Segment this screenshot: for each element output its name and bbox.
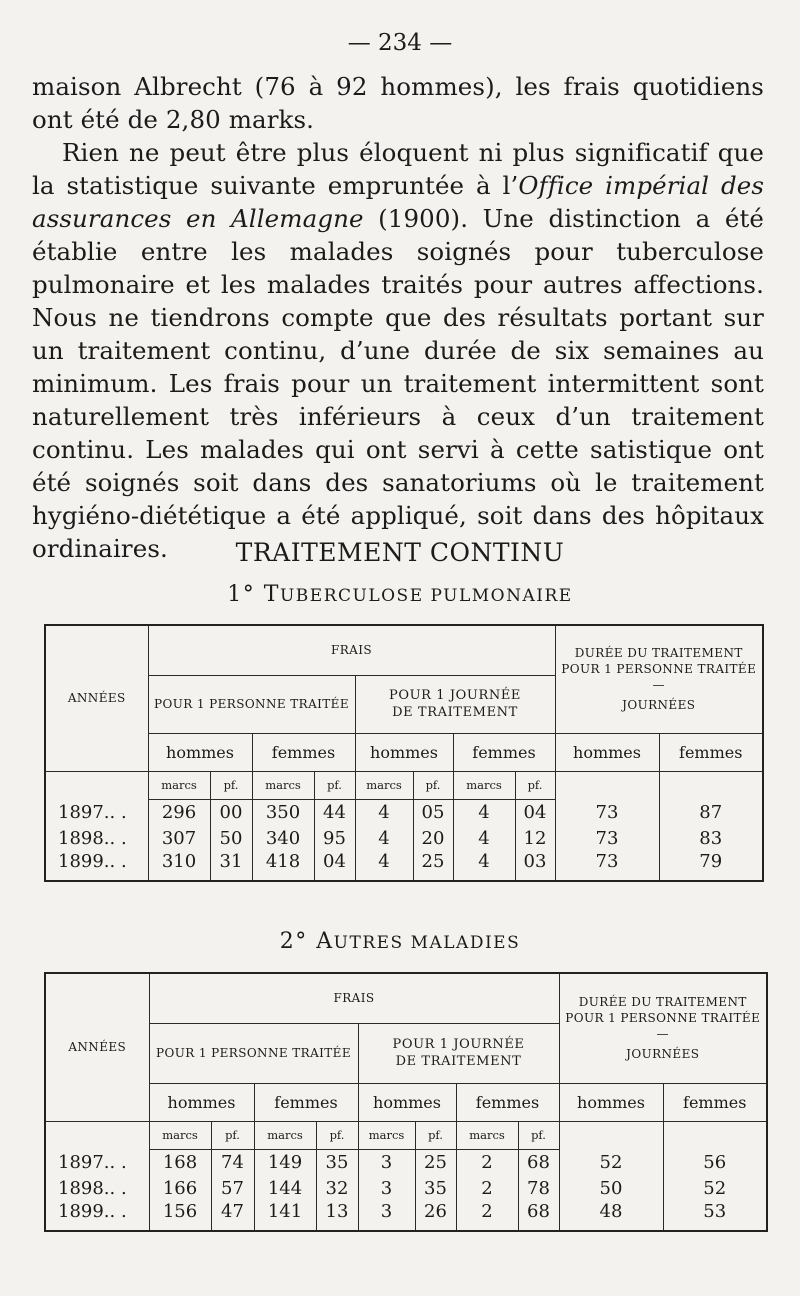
table-2-title-rest: UTRES MALADIES bbox=[333, 933, 521, 953]
year-cell: 1898.. . bbox=[45, 1175, 149, 1201]
header-duree-dash: — bbox=[656, 1027, 669, 1042]
header-femmes: femmes bbox=[659, 733, 763, 771]
value-cell: 32 bbox=[316, 1175, 358, 1201]
value-cell: 2 bbox=[456, 1201, 518, 1231]
value-cell: 35 bbox=[316, 1149, 358, 1175]
table-1-title-rest: UBERCULOSE PULMONAIRE bbox=[279, 586, 573, 606]
value-cell: 13 bbox=[316, 1201, 358, 1231]
table-1-title-first: T bbox=[263, 582, 280, 607]
header-pour-journee-line-1: POUR 1 JOURNÉE bbox=[392, 1037, 525, 1052]
value-cell: 00 bbox=[210, 799, 252, 825]
value-cell: 50 bbox=[210, 825, 252, 851]
header-duree-dash: — bbox=[652, 678, 665, 693]
value-cell: 166 bbox=[149, 1175, 211, 1201]
paragraph-2-part-2: (1900). Une distinction a été établie entre les malades soignés pour tuberculose pulmonaire et les malades traités pour autres affections. Nous ne tiendrons compte que des résultats portant sur un traitement continu, d’une durée de six semaines au minimum. Les frais pour un traitement intermittent sont naturellement très inférieurs à ceux d’un traitement continu. Les malades qui ont servi à cette satistique ont été soignés soit dans des sanatoriums où le traitement hygiéno-diététique a été appliqué, soit dans des hôpitaux ordinaires. bbox=[32, 204, 764, 563]
header-duree-line-2: POUR 1 PERSONNE TRAITÉE bbox=[561, 662, 757, 677]
value-cell: 168 bbox=[149, 1149, 211, 1175]
value-cell: 56 bbox=[663, 1149, 767, 1175]
header-pour-journee-line-2: DE TRAITEMENT bbox=[395, 1054, 522, 1069]
value-cell: 296 bbox=[148, 799, 210, 825]
unit-pf: pf. bbox=[211, 1121, 254, 1149]
value-cell: 31 bbox=[210, 851, 252, 881]
header-journees: JOURNÉES bbox=[626, 1047, 700, 1062]
value-cell: 3 bbox=[358, 1175, 415, 1201]
value-cell: 4 bbox=[355, 799, 413, 825]
value-cell: 26 bbox=[415, 1201, 456, 1231]
value-cell: 83 bbox=[659, 825, 763, 851]
unit-marcs: marcs bbox=[252, 771, 314, 799]
value-cell: 53 bbox=[663, 1201, 767, 1231]
section-title: TRAITEMENT CONTINU bbox=[235, 538, 565, 567]
header-annees: ANNÉES bbox=[45, 973, 149, 1121]
table-2-title bbox=[0, 929, 800, 954]
value-cell: 4 bbox=[355, 825, 413, 851]
header-femmes: femmes bbox=[252, 733, 355, 771]
value-cell: 68 bbox=[518, 1201, 559, 1231]
header-femmes: femmes bbox=[663, 1083, 767, 1121]
value-cell: 2 bbox=[456, 1149, 518, 1175]
header-femmes: femmes bbox=[254, 1083, 358, 1121]
header-pour-personne: POUR 1 PERSONNE TRAITÉE bbox=[149, 1023, 358, 1083]
value-cell: 48 bbox=[559, 1201, 663, 1231]
table-1-number: 1° bbox=[227, 582, 256, 607]
value-cell: 44 bbox=[314, 799, 355, 825]
year-cell: 1897.. . bbox=[45, 799, 148, 825]
table-2-number: 2° bbox=[279, 929, 308, 954]
value-cell: 2 bbox=[456, 1175, 518, 1201]
unit-pf: pf. bbox=[515, 771, 555, 799]
value-cell: 4 bbox=[453, 799, 515, 825]
unit-pf: pf. bbox=[210, 771, 252, 799]
value-cell: 73 bbox=[555, 825, 659, 851]
value-cell: 156 bbox=[149, 1201, 211, 1231]
value-cell: 04 bbox=[314, 851, 355, 881]
value-cell: 4 bbox=[453, 825, 515, 851]
header-pour-journee-line-2: DE TRAITEMENT bbox=[392, 705, 518, 720]
table-row bbox=[45, 825, 763, 851]
header-duree bbox=[559, 973, 767, 1083]
header-duree-line-1: DURÉE DU TRAITEMENT bbox=[574, 646, 743, 661]
header-hommes: hommes bbox=[555, 733, 659, 771]
unit-marcs: marcs bbox=[148, 771, 210, 799]
value-cell: 79 bbox=[659, 851, 763, 881]
table-row bbox=[45, 851, 763, 881]
unit-pf: pf. bbox=[316, 1121, 358, 1149]
value-cell: 73 bbox=[555, 851, 659, 881]
header-hommes: hommes bbox=[358, 1083, 456, 1121]
value-cell: 3 bbox=[358, 1149, 415, 1175]
header-hommes: hommes bbox=[355, 733, 453, 771]
value-cell: 03 bbox=[515, 851, 555, 881]
value-cell: 78 bbox=[518, 1175, 559, 1201]
unit-marcs: marcs bbox=[456, 1121, 518, 1149]
value-cell: 25 bbox=[413, 851, 453, 881]
unit-marcs: marcs bbox=[355, 771, 413, 799]
table-row bbox=[45, 1175, 767, 1201]
paragraph-1: maison Albrecht (76 à 92 hommes), les frais quotidiens ont été de 2,80 marks. bbox=[32, 72, 764, 134]
header-femmes: femmes bbox=[456, 1083, 559, 1121]
value-cell: 35 bbox=[415, 1175, 456, 1201]
unit-marcs: marcs bbox=[254, 1121, 316, 1149]
value-cell: 74 bbox=[211, 1149, 254, 1175]
header-femmes: femmes bbox=[453, 733, 555, 771]
unit-pf: pf. bbox=[518, 1121, 559, 1149]
value-cell: 310 bbox=[148, 851, 210, 881]
table-autres-maladies bbox=[44, 972, 768, 1232]
header-frais: FRAIS bbox=[149, 973, 559, 1023]
value-cell: 418 bbox=[252, 851, 314, 881]
header-frais: FRAIS bbox=[148, 625, 555, 675]
paragraph-2 bbox=[32, 136, 764, 565]
header-duree-line-1: DURÉE DU TRAITEMENT bbox=[578, 995, 747, 1010]
value-cell: 4 bbox=[355, 851, 413, 881]
header-journees: JOURNÉES bbox=[622, 698, 696, 713]
value-cell: 87 bbox=[659, 799, 763, 825]
value-cell: 340 bbox=[252, 825, 314, 851]
paragraph-2-part-1: Rien ne peut être plus éloquent ni plus significatif que la statistique suivante empruntée à l’ bbox=[32, 138, 764, 200]
value-cell: 12 bbox=[515, 825, 555, 851]
value-cell: 50 bbox=[559, 1175, 663, 1201]
header-pour-journee bbox=[355, 675, 555, 733]
table-row bbox=[45, 1201, 767, 1231]
unit-marcs: marcs bbox=[149, 1121, 211, 1149]
paragraph-2-italic-source: Office impérial des assurances en Allemagne bbox=[32, 171, 765, 233]
value-cell: 3 bbox=[358, 1201, 415, 1231]
header-pour-journee-line-1: POUR 1 JOURNÉE bbox=[388, 688, 522, 703]
value-cell: 350 bbox=[252, 799, 314, 825]
header-hommes: hommes bbox=[149, 1083, 254, 1121]
page-number: — 234 — bbox=[347, 30, 453, 56]
unit-pf: pf. bbox=[415, 1121, 456, 1149]
header-duree bbox=[555, 625, 763, 733]
header-hommes: hommes bbox=[148, 733, 252, 771]
value-cell: 141 bbox=[254, 1201, 316, 1231]
value-cell: 149 bbox=[254, 1149, 316, 1175]
body-text bbox=[32, 70, 764, 565]
table-row bbox=[45, 799, 763, 825]
year-cell: 1898.. . bbox=[45, 825, 148, 851]
value-cell: 57 bbox=[211, 1175, 254, 1201]
table-2-title-first: A bbox=[316, 929, 334, 954]
value-cell: 25 bbox=[415, 1149, 456, 1175]
header-pour-journee bbox=[358, 1023, 559, 1083]
value-cell: 47 bbox=[211, 1201, 254, 1231]
header-pour-personne: POUR 1 PERSONNE TRAITÉE bbox=[148, 675, 355, 733]
value-cell: 52 bbox=[663, 1175, 767, 1201]
unit-marcs: marcs bbox=[358, 1121, 415, 1149]
value-cell: 68 bbox=[518, 1149, 559, 1175]
year-cell: 1897.. . bbox=[45, 1149, 149, 1175]
value-cell: 4 bbox=[453, 851, 515, 881]
value-cell: 04 bbox=[515, 799, 555, 825]
value-cell: 52 bbox=[559, 1149, 663, 1175]
table-row bbox=[45, 1149, 767, 1175]
table-tuberculose bbox=[44, 624, 764, 882]
year-cell: 1899.. . bbox=[45, 851, 148, 881]
header-hommes: hommes bbox=[559, 1083, 663, 1121]
value-cell: 73 bbox=[555, 799, 659, 825]
value-cell: 20 bbox=[413, 825, 453, 851]
value-cell: 307 bbox=[148, 825, 210, 851]
year-cell: 1899.. . bbox=[45, 1201, 149, 1231]
unit-pf: pf. bbox=[314, 771, 355, 799]
header-duree-line-2: POUR 1 PERSONNE TRAITÉE bbox=[565, 1011, 761, 1026]
value-cell: 95 bbox=[314, 825, 355, 851]
table-1-title bbox=[0, 582, 800, 607]
unit-marcs: marcs bbox=[453, 771, 515, 799]
header-annees: ANNÉES bbox=[45, 625, 148, 771]
unit-pf: pf. bbox=[413, 771, 453, 799]
value-cell: 05 bbox=[413, 799, 453, 825]
value-cell: 144 bbox=[254, 1175, 316, 1201]
